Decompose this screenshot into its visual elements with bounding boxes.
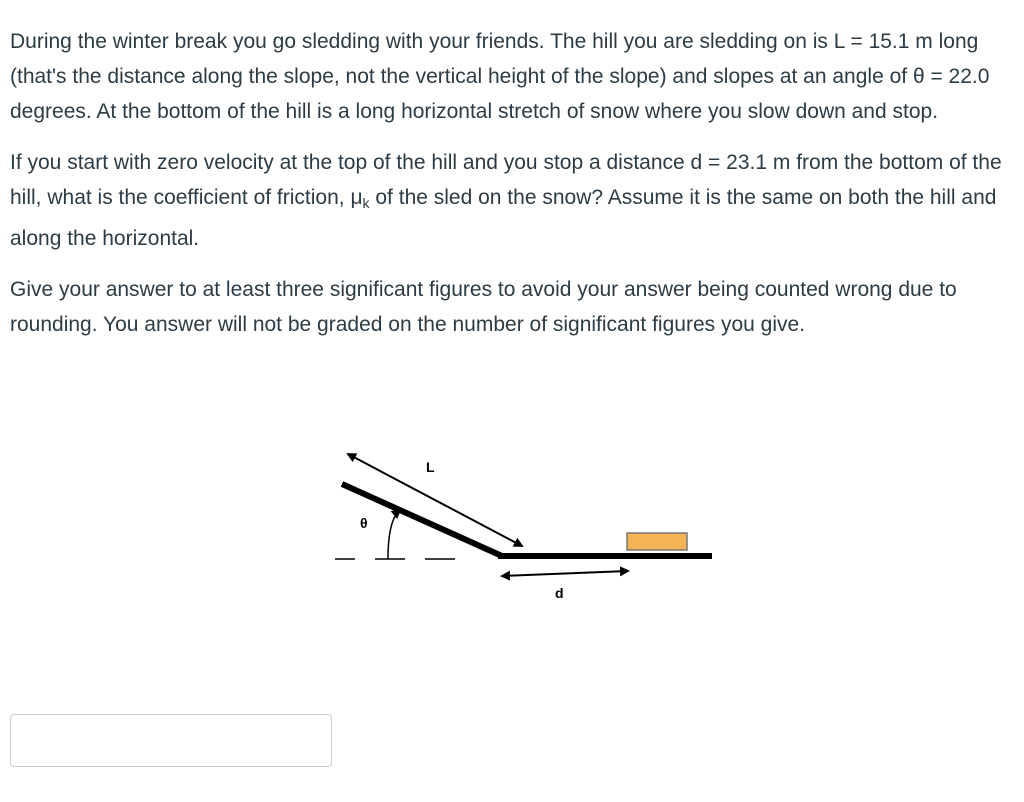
question-paragraph-2-end: of the sled on the snow? Assume it is the same on both the hill and along the horizontal. — [10, 186, 997, 250]
question-paragraph-1: During the winter break you go sledding with your friends. The hill you are sledding on is L = 15.1 m long (that's the distance along the slope, not the vertical height of the slope) and slopes at an angle of θ = 22.0 degrees. At the bottom of the hill is a long horizontal stretch of snow where you slow down and stop. — [10, 30, 990, 123]
answer-input[interactable] — [10, 714, 332, 767]
sled-hill-diagram — [330, 440, 730, 620]
distance-arrow — [502, 571, 628, 576]
question-paragraph-2-start: If you start with zero velocity at the top of the hill and you stop a distance d = 23.1 m from the bottom of the hill, what is the coefficient of friction, μ — [10, 151, 1002, 209]
mu-subscript: k — [362, 195, 370, 211]
angle-arc — [388, 510, 400, 559]
question-paragraph-3: Give your answer to at least three significant figures to avoid your answer being counted wrong due to rounding. You answer will not be graded on the number of significant figures you give. — [10, 278, 957, 336]
question-text — [10, 24, 1010, 358]
sled — [627, 533, 687, 550]
length-label: L — [426, 459, 435, 475]
theta-label: θ — [360, 515, 368, 531]
question-paragraph-2 — [10, 145, 1010, 256]
distance-label: d — [555, 585, 564, 601]
